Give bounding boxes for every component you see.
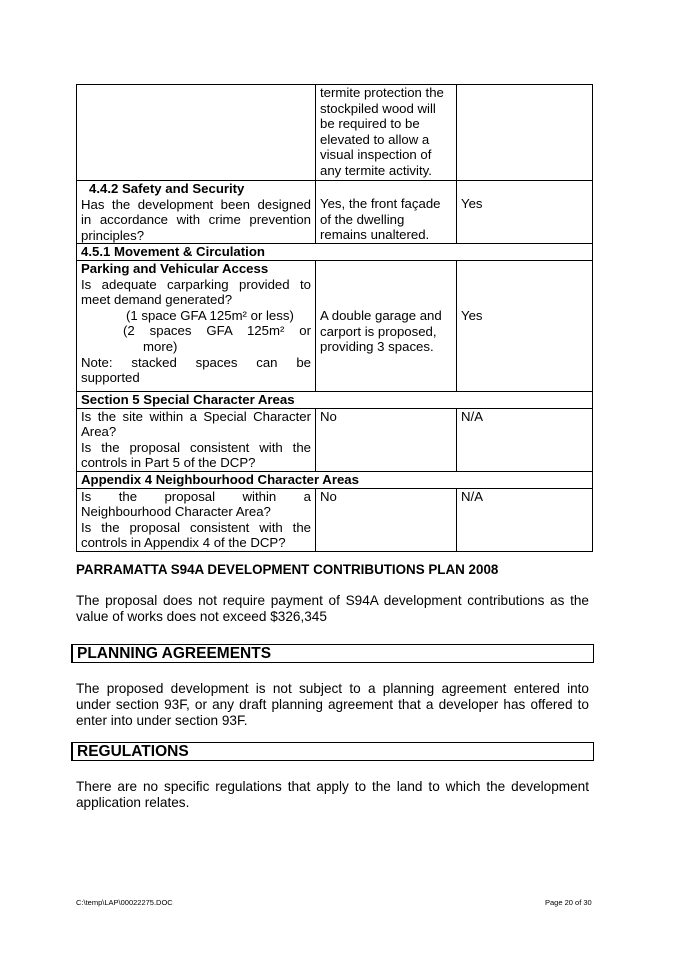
text-line: Is adequate carparking provided to: [81, 276, 311, 292]
text-line: carport is proposed,: [320, 323, 437, 339]
text-line: principles?: [81, 227, 145, 243]
table-row: [77, 260, 593, 391]
section-title: Section 5 Special Character Areas: [81, 391, 295, 407]
text-line: meet demand generated?: [81, 292, 233, 308]
text-line: A double garage and: [320, 307, 442, 323]
text-line: providing 3 spaces.: [320, 339, 434, 355]
table-row: [77, 488, 593, 551]
parking-response-cell: [316, 260, 457, 391]
text-line: Area?: [81, 424, 117, 440]
termite-response-cell: [316, 85, 457, 181]
section-title: Parking and Vehicular Access: [81, 260, 269, 276]
text-line: of the dwelling: [320, 211, 405, 227]
status-value: N/A: [461, 488, 483, 504]
text-line: supported: [81, 370, 140, 386]
status-value: Yes: [461, 196, 483, 211]
special-character-response-cell: [316, 408, 457, 471]
text-line: Is the proposal consistent with the: [81, 439, 311, 455]
text-line: be required to be: [320, 116, 420, 132]
footer-file-path: C:\temp\LAP\00022275.DOC: [76, 898, 173, 907]
regulations-paragraph: There are no specific regulations that apply to the land to which the development application relates.: [76, 779, 589, 810]
section-header-cell: [77, 244, 593, 261]
text-line: (2 spaces GFA 125m² or: [123, 323, 311, 339]
planning-agreements-heading: PLANNING AGREEMENTS: [71, 644, 594, 663]
dcp-compliance-table: [76, 84, 593, 552]
text-line: termite protection the: [320, 85, 444, 100]
safety-question-cell: [77, 181, 316, 244]
text-line: Neighbourhood Character Area?: [81, 504, 271, 520]
parking-status-cell: [457, 260, 593, 391]
section-title: 4.4.2 Safety and Security: [89, 181, 245, 196]
s94a-paragraph: The proposal does not require payment of S94A development contributions as the value of works does not exceed $326,345: [76, 593, 589, 624]
footer-page-number: Page 20 of 30: [545, 898, 592, 907]
status-value: N/A: [461, 408, 483, 424]
text-line: Yes, the front façade: [320, 196, 441, 211]
regulations-heading: REGULATIONS: [71, 742, 594, 761]
planning-agreements-paragraph: The proposed development is not subject to a planning agreement entered into under section 93F, or any draft planning agreement that a developer has offered to enter into under section 93F.: [76, 681, 589, 728]
table-row: [77, 408, 593, 471]
section-header-cell: [77, 471, 593, 488]
table-row: [77, 471, 593, 488]
text-line: stockpiled wood will: [320, 100, 436, 116]
text-line: more): [143, 338, 178, 354]
neighbourhood-response-cell: [316, 488, 457, 551]
section-title: Appendix 4 Neighbourhood Character Areas: [81, 471, 359, 487]
text-line: in accordance with crime prevention: [81, 212, 311, 228]
text-line: any termite activity.: [320, 162, 432, 178]
text-line: controls in Appendix 4 of the DCP?: [81, 535, 286, 551]
neighbourhood-question-cell: [77, 488, 316, 551]
text-line: (1 space GFA 125m² or less): [126, 307, 294, 323]
text-line: Is the proposal consistent with the: [81, 519, 311, 535]
special-character-status-cell: [457, 408, 593, 471]
parking-question-cell: [77, 260, 316, 391]
text-line: visual inspection of: [320, 147, 432, 163]
text-line: Is the proposal within a: [81, 488, 311, 504]
table-row: [77, 85, 593, 181]
cell-empty: [77, 85, 316, 181]
cell-empty: [457, 85, 593, 181]
text-line: remains unaltered.: [320, 227, 430, 243]
text-line: controls in Part 5 of the DCP?: [81, 455, 256, 471]
s94a-heading: PARRAMATTA S94A DEVELOPMENT CONTRIBUTIONS PLAN 2008: [76, 562, 499, 577]
safety-response-cell: [316, 181, 457, 244]
response-value: No: [320, 488, 337, 504]
text-line: Note: stacked spaces can be: [81, 354, 311, 370]
safety-status-cell: [457, 181, 593, 244]
response-value: No: [320, 408, 337, 424]
table-row: [77, 244, 593, 261]
section-title: 4.5.1 Movement & Circulation: [81, 244, 265, 260]
neighbourhood-status-cell: [457, 488, 593, 551]
text-line: elevated to allow a: [320, 131, 430, 147]
special-character-question-cell: [77, 408, 316, 471]
text-line: Is the site within a Special Character: [81, 408, 311, 424]
table-row: [77, 391, 593, 408]
status-value: Yes: [461, 307, 483, 323]
text-line: Has the development been designed: [81, 196, 311, 212]
table-row: [77, 181, 593, 244]
section-header-cell: [77, 391, 593, 408]
